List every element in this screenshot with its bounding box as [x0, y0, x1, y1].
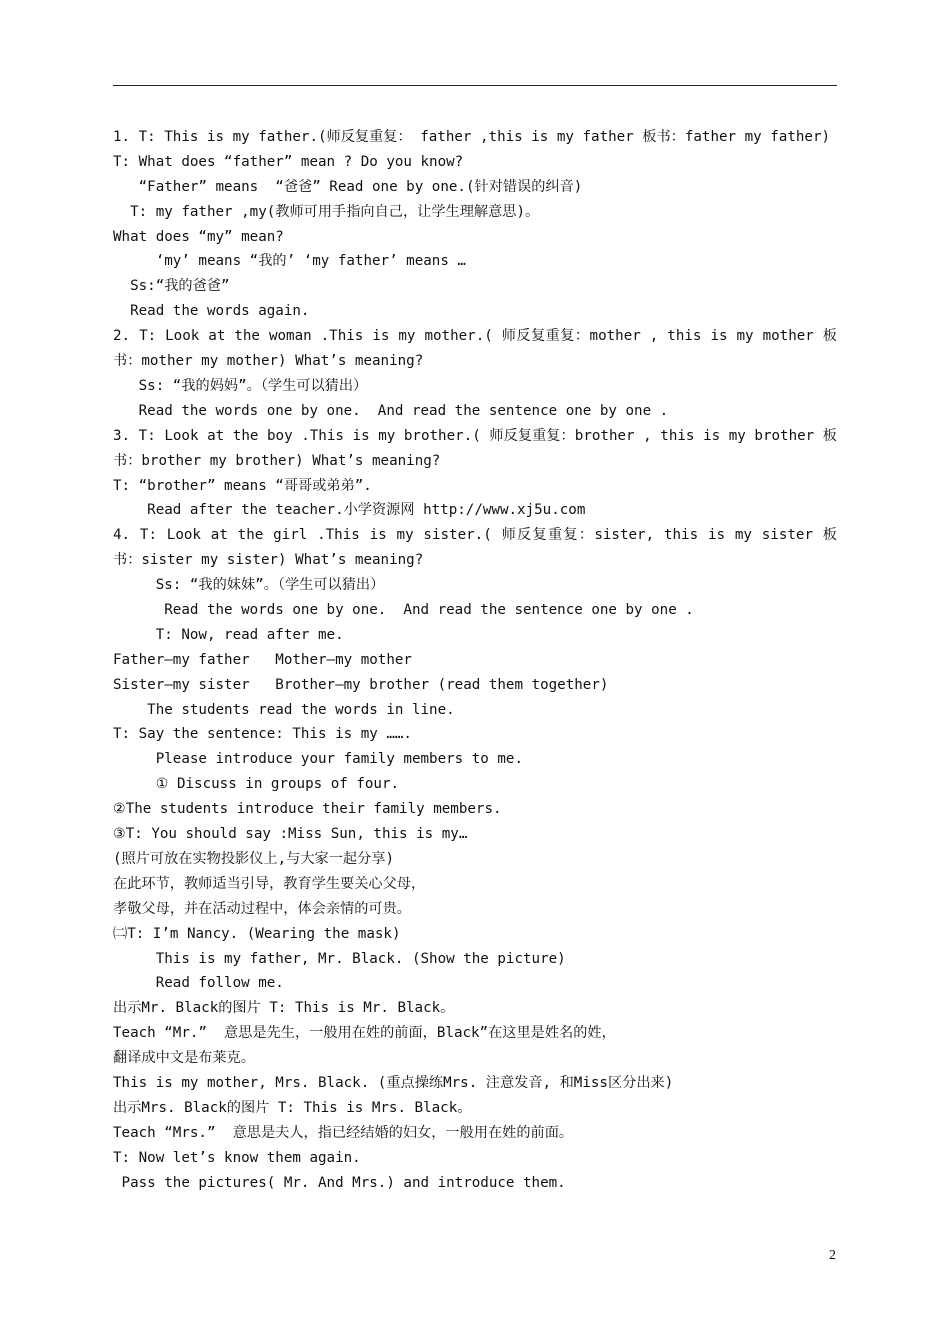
text-line: 出示Mr. Black的图片 T: This is Mr. Black。 [113, 1000, 455, 1017]
text-line: 2. T: Look at the woman .This is my mother.( 师反复重复：mother , this is my mother 板书：mother my mother) What’s meaning? [113, 328, 837, 370]
page-number: 2 [829, 1248, 836, 1263]
text-line: Father—my father Mother—my mother [113, 651, 412, 668]
text-line: ②The students introduce their family members. [113, 801, 502, 818]
text-line: 1. T: This is my father.(师反复重复： father ,this is my father 板书：father my father) [113, 129, 831, 145]
text-line: This is my father, Mr. Black. (Show the picture) [113, 950, 566, 967]
text-line: 在此环节，教师适当引导，教育学生要关心父母， [113, 875, 426, 892]
text-line: T: Now, read after me. [113, 626, 344, 643]
text-line: Ss:“我的爸爸” [113, 278, 230, 295]
text-line: Pass the pictures( Mr. And Mrs.) and introduce them. [113, 1174, 566, 1191]
text-line: 翻译成中文是布莱克。 [113, 1050, 255, 1067]
text-line: T: “brother” means “哥哥或弟弟”. [113, 477, 372, 494]
text-line: This is my mother, Mrs. Black. (重点操练Mrs. 注意发音, 和Miss区分出来) [113, 1074, 674, 1091]
text-line: Ss: “我的妹妹”。（学生可以猜出） [113, 577, 385, 594]
text-line: Teach “Mr.” 意思是先生，一般用在姓的前面，Black”在这里是姓名的姓， [113, 1025, 616, 1042]
text-line: Please introduce your family members to me. [113, 751, 523, 768]
text-line: Sister—my sister Brother—my brother (read them together) [113, 676, 609, 693]
text-line: T: Say the sentence: This is my ……. [113, 726, 412, 743]
text-line: 孝敬父母，并在活动过程中，体会亲情的可贵。 [113, 900, 411, 917]
text-line: 4. T: Look at the girl .This is my sister.( 师反复重复：sister, this is my sister 板书：sister my sister) What’s meaning? [113, 527, 837, 569]
text-line: Read after the teacher.小学资源网 http://www.xj5u.com [113, 502, 586, 519]
text-line: 出示Mrs. Black的图片 T: This is Mrs. Black。 [113, 1099, 472, 1116]
header-rule [113, 85, 837, 86]
text-line: “Father” means “爸爸” Read one by one.(针对错误的纠音) [113, 178, 583, 195]
text-line: ① Discuss in groups of four. [113, 776, 400, 793]
text-line: Read the words one by one. And read the sentence one by one . [113, 602, 694, 619]
text-line: 3. T: Look at the boy .This is my brother.( 师反复重复：brother , this is my brother 板书：brother my brother) What’s meaning? [113, 427, 837, 469]
text-line: (照片可放在实物投影仪上,与大家一起分享) [113, 850, 395, 867]
text-line: Teach “Mrs.” 意思是夫人，指已经结婚的妇女，一般用在姓的前面。 [113, 1124, 574, 1141]
text-line: ③T: You should say :Miss Sun, this is my… [113, 826, 468, 843]
text-line: Read the words again. [113, 303, 310, 320]
text-line: Read the words one by one. And read the sentence one by one . [113, 402, 669, 419]
text-line: T: What does “father” mean ? Do you know? [113, 153, 464, 170]
text-line: T: my father ,my(教师可用手指向自己，让学生理解意思)。 [113, 203, 540, 220]
text-line: The students read the words in line. [113, 701, 455, 718]
text-line: ‘my’ means “我的’ ‘my father’ means … [113, 253, 466, 270]
text-line: What does “my” mean? [113, 228, 284, 245]
text-line: ㈡T: I’m Nancy. (Wearing the mask) [113, 925, 401, 942]
lesson-plan-body [113, 125, 837, 1195]
text-line: T: Now let’s know them again. [113, 1149, 361, 1166]
text-line: Ss: “我的妈妈”。（学生可以猜出） [113, 377, 368, 394]
text-line: Read follow me. [113, 975, 284, 992]
